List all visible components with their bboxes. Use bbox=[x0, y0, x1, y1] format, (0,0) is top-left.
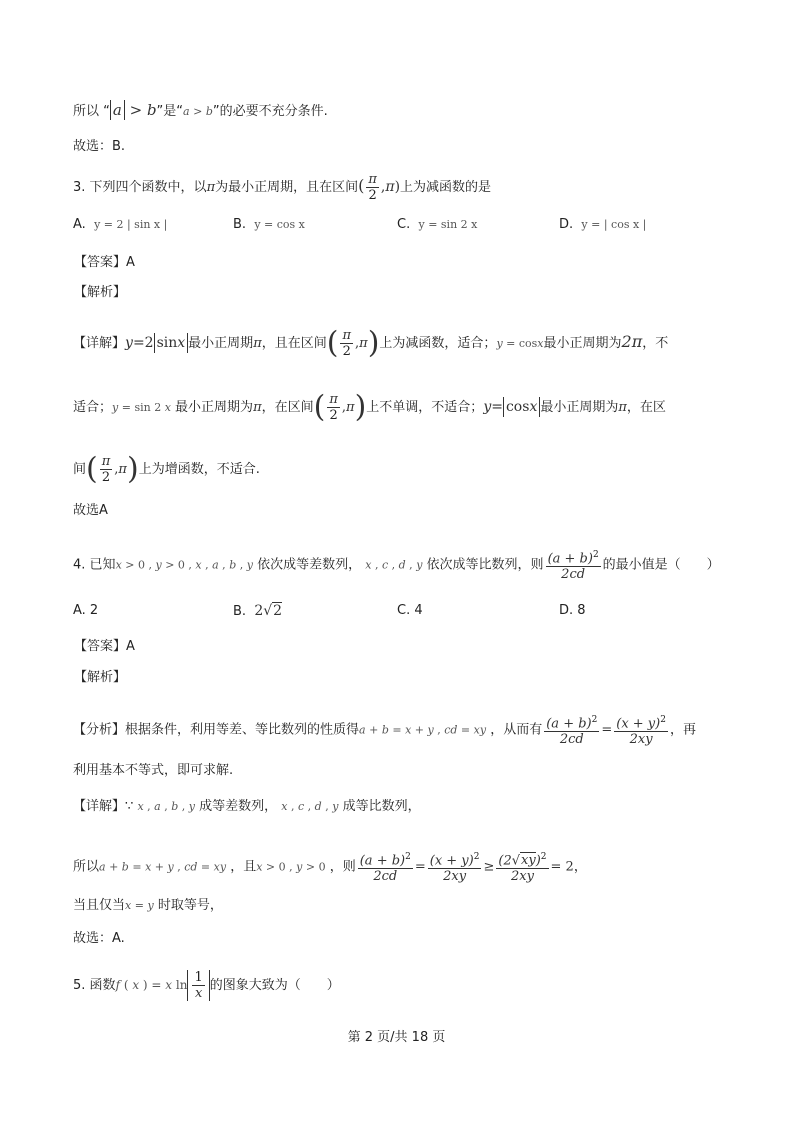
math-expr: x , c , d , y bbox=[281, 800, 339, 813]
math-fraction: $\frac{(x + y)^2}{2xy}$ bbox=[616, 715, 666, 748]
math-fraction: $\frac{\pi}{2}$ bbox=[329, 392, 338, 423]
paren: ( bbox=[86, 451, 98, 487]
math-expr: x , a , b , y bbox=[137, 800, 195, 813]
math-expr: x > 0 , y > 0 , x , a , b , y bbox=[115, 558, 253, 572]
detail-4-line-2 bbox=[73, 850, 587, 884]
math-eq: = bbox=[601, 722, 613, 738]
option-expr: y = cos x bbox=[254, 218, 305, 231]
text: 时取等号， bbox=[157, 898, 223, 913]
text: 当且仅当 bbox=[73, 898, 126, 913]
math-pi: ,π bbox=[341, 400, 355, 415]
text: 间 bbox=[73, 462, 87, 477]
math-expr: y=2 sinx bbox=[125, 335, 188, 351]
text: 最小正周期为 bbox=[540, 400, 619, 415]
question-5 bbox=[73, 970, 340, 1001]
option-expr: y = sin 2 x bbox=[418, 218, 478, 231]
math-expr: x > 0 , y > 0 bbox=[256, 860, 326, 874]
text: 成等差数列， bbox=[199, 799, 278, 814]
option-expr: y = 2 | sin x | bbox=[94, 218, 168, 231]
text: ，从而有 bbox=[490, 722, 543, 738]
text: ∵ bbox=[125, 799, 134, 814]
math-expr: y = cosx bbox=[496, 337, 544, 350]
math-fraction: $\frac{(2√xy)^2}{2xy}$ bbox=[498, 852, 547, 885]
text: ，在区 bbox=[626, 400, 666, 415]
text: ，不 bbox=[642, 336, 669, 351]
option-label: D. bbox=[559, 217, 574, 232]
answer-4: 【答案】A bbox=[74, 639, 135, 654]
math-fraction: $\frac{(x + y)^2}{2xy}$ bbox=[429, 852, 480, 885]
math-pi: ,π) bbox=[380, 179, 401, 195]
tag: 【详解】 bbox=[73, 799, 126, 814]
text: 根据条件，利用等差、等比数列的性质得 bbox=[125, 722, 360, 738]
text: ，在区间 bbox=[261, 400, 314, 415]
text: ，再 bbox=[669, 722, 696, 738]
text: 依次成等差数列， bbox=[257, 557, 362, 573]
option-b bbox=[233, 215, 305, 235]
question-number: 4. bbox=[73, 557, 86, 573]
math-pi: π bbox=[253, 336, 262, 351]
math-expr: a + b = x + y , cd = xy bbox=[359, 723, 487, 737]
answer-3: 【答案】A bbox=[74, 255, 135, 270]
option-label: B. bbox=[233, 217, 247, 232]
selection-3: 故选A bbox=[73, 503, 108, 518]
analysis-4: 【解析】 bbox=[74, 670, 127, 685]
math-pi: ,π bbox=[114, 462, 127, 477]
math-fraction: $\frac{(a + b)^2}{2cd}$ bbox=[546, 715, 598, 748]
text: 适合； bbox=[73, 400, 113, 415]
paren: ) bbox=[354, 389, 367, 425]
text: 上为减函数的是 bbox=[400, 180, 492, 195]
math-fraction: $\frac{\pi}{2}$ bbox=[101, 454, 111, 485]
text: ，且 bbox=[230, 859, 257, 875]
math-pi: π bbox=[618, 400, 627, 415]
question-number: 5. bbox=[73, 978, 86, 993]
math-pi: ,π bbox=[355, 336, 368, 351]
option-d bbox=[559, 215, 646, 235]
text: ”的必要不充分条件. bbox=[212, 104, 328, 119]
detail-4-line-3 bbox=[73, 896, 223, 916]
question-4 bbox=[73, 548, 720, 582]
math-fraction: $\frac{\pi}{2}$ bbox=[342, 328, 352, 359]
math-expr: y = sin 2 x bbox=[112, 401, 171, 414]
text: 已知 bbox=[89, 557, 116, 573]
math-pi: π bbox=[206, 180, 216, 195]
selection-4: 故选：A. bbox=[73, 931, 125, 946]
detail-3-line-1 bbox=[73, 325, 669, 361]
text: 为最小正周期，且在区间 bbox=[215, 180, 359, 195]
option-a bbox=[73, 215, 167, 235]
math-expr: a + b = x + y , cd = xy bbox=[99, 860, 227, 874]
text: ，且在区间 bbox=[261, 336, 327, 351]
option-label: A. bbox=[73, 217, 86, 232]
math-interval: ( bbox=[358, 176, 365, 195]
analysis-4-line-1 bbox=[73, 713, 696, 747]
analysis-4-line-2: 利用基本不等式，即可求解. bbox=[73, 763, 234, 778]
paren: ( bbox=[313, 389, 326, 425]
option-a: A. 2 bbox=[73, 603, 99, 618]
paren: ( bbox=[326, 325, 339, 361]
math-pi: π bbox=[253, 400, 262, 415]
text: 依次成等比数列，则 bbox=[426, 557, 544, 573]
text: 上为减函数，适合； bbox=[379, 336, 497, 351]
text: ，则 bbox=[329, 859, 356, 875]
text: 上为增函数，不适合. bbox=[138, 462, 260, 477]
detail-3-line-3 bbox=[73, 451, 260, 487]
text: 最小正周期为 bbox=[175, 400, 254, 415]
math-eq: = 2 bbox=[550, 859, 574, 875]
math-fraction: $\frac{1}{x}$ bbox=[194, 970, 203, 1001]
math-a-gt-b: a > b bbox=[183, 105, 213, 118]
math-abs-frac bbox=[187, 970, 209, 1001]
math-expr: x , c , d , y bbox=[365, 558, 423, 572]
text: 函数 bbox=[89, 978, 116, 993]
math-expr: f ( x ) = x ln bbox=[115, 978, 188, 992]
text-line-1 bbox=[73, 100, 328, 122]
detail-3-line-2 bbox=[73, 389, 666, 425]
text: 所以 bbox=[73, 859, 100, 875]
math-expr: 2√2 bbox=[254, 603, 283, 619]
text: 所以 “ bbox=[73, 104, 110, 119]
text-line-2: 故选：B. bbox=[73, 139, 126, 154]
math-eq: = bbox=[414, 859, 426, 875]
text: 的图象大致为（ ） bbox=[209, 978, 340, 993]
math-expr: y= cosx bbox=[483, 399, 540, 415]
math-fraction: $\frac{(a + b)^2}{2cd}$ bbox=[359, 852, 411, 885]
page-footer: 第 2 页/共 18 页 bbox=[347, 1030, 446, 1045]
tag: 【详解】 bbox=[73, 336, 126, 351]
option-c bbox=[397, 215, 477, 235]
math-geq: ≥ bbox=[483, 859, 495, 875]
detail-4-line-1 bbox=[73, 797, 421, 817]
paren: ) bbox=[126, 451, 139, 487]
math-2pi: 2π bbox=[621, 332, 643, 351]
text: 最小正周期为 bbox=[543, 336, 622, 351]
math-fraction: $\frac{(a + b)^2}{2cd}$ bbox=[547, 550, 599, 583]
question-3 bbox=[73, 172, 491, 203]
text: 的最小值是（ ） bbox=[602, 557, 720, 573]
option-b bbox=[233, 601, 282, 622]
question-number: 3. bbox=[73, 180, 86, 195]
text: 成等比数列， bbox=[342, 799, 421, 814]
math-expr: x = y bbox=[125, 899, 154, 912]
option-label: B. bbox=[233, 604, 247, 619]
option-c: C. 4 bbox=[397, 603, 423, 618]
math-fraction: $\frac{\pi}{2}$ bbox=[368, 172, 377, 203]
text: 下列四个函数中，以 bbox=[89, 180, 207, 195]
text: ， bbox=[573, 859, 587, 875]
text: ”是“ bbox=[156, 104, 184, 119]
paren: ) bbox=[367, 325, 380, 361]
analysis-3: 【解析】 bbox=[74, 285, 127, 300]
math-abs-a: a > b bbox=[110, 101, 157, 119]
text: 上不单调，不适合； bbox=[366, 400, 484, 415]
option-expr: y = | cos x | bbox=[581, 218, 647, 231]
option-d: D. 8 bbox=[559, 603, 586, 618]
option-label: C. bbox=[397, 217, 411, 232]
text: 最小正周期 bbox=[188, 336, 254, 351]
tag: 【分析】 bbox=[73, 722, 126, 738]
